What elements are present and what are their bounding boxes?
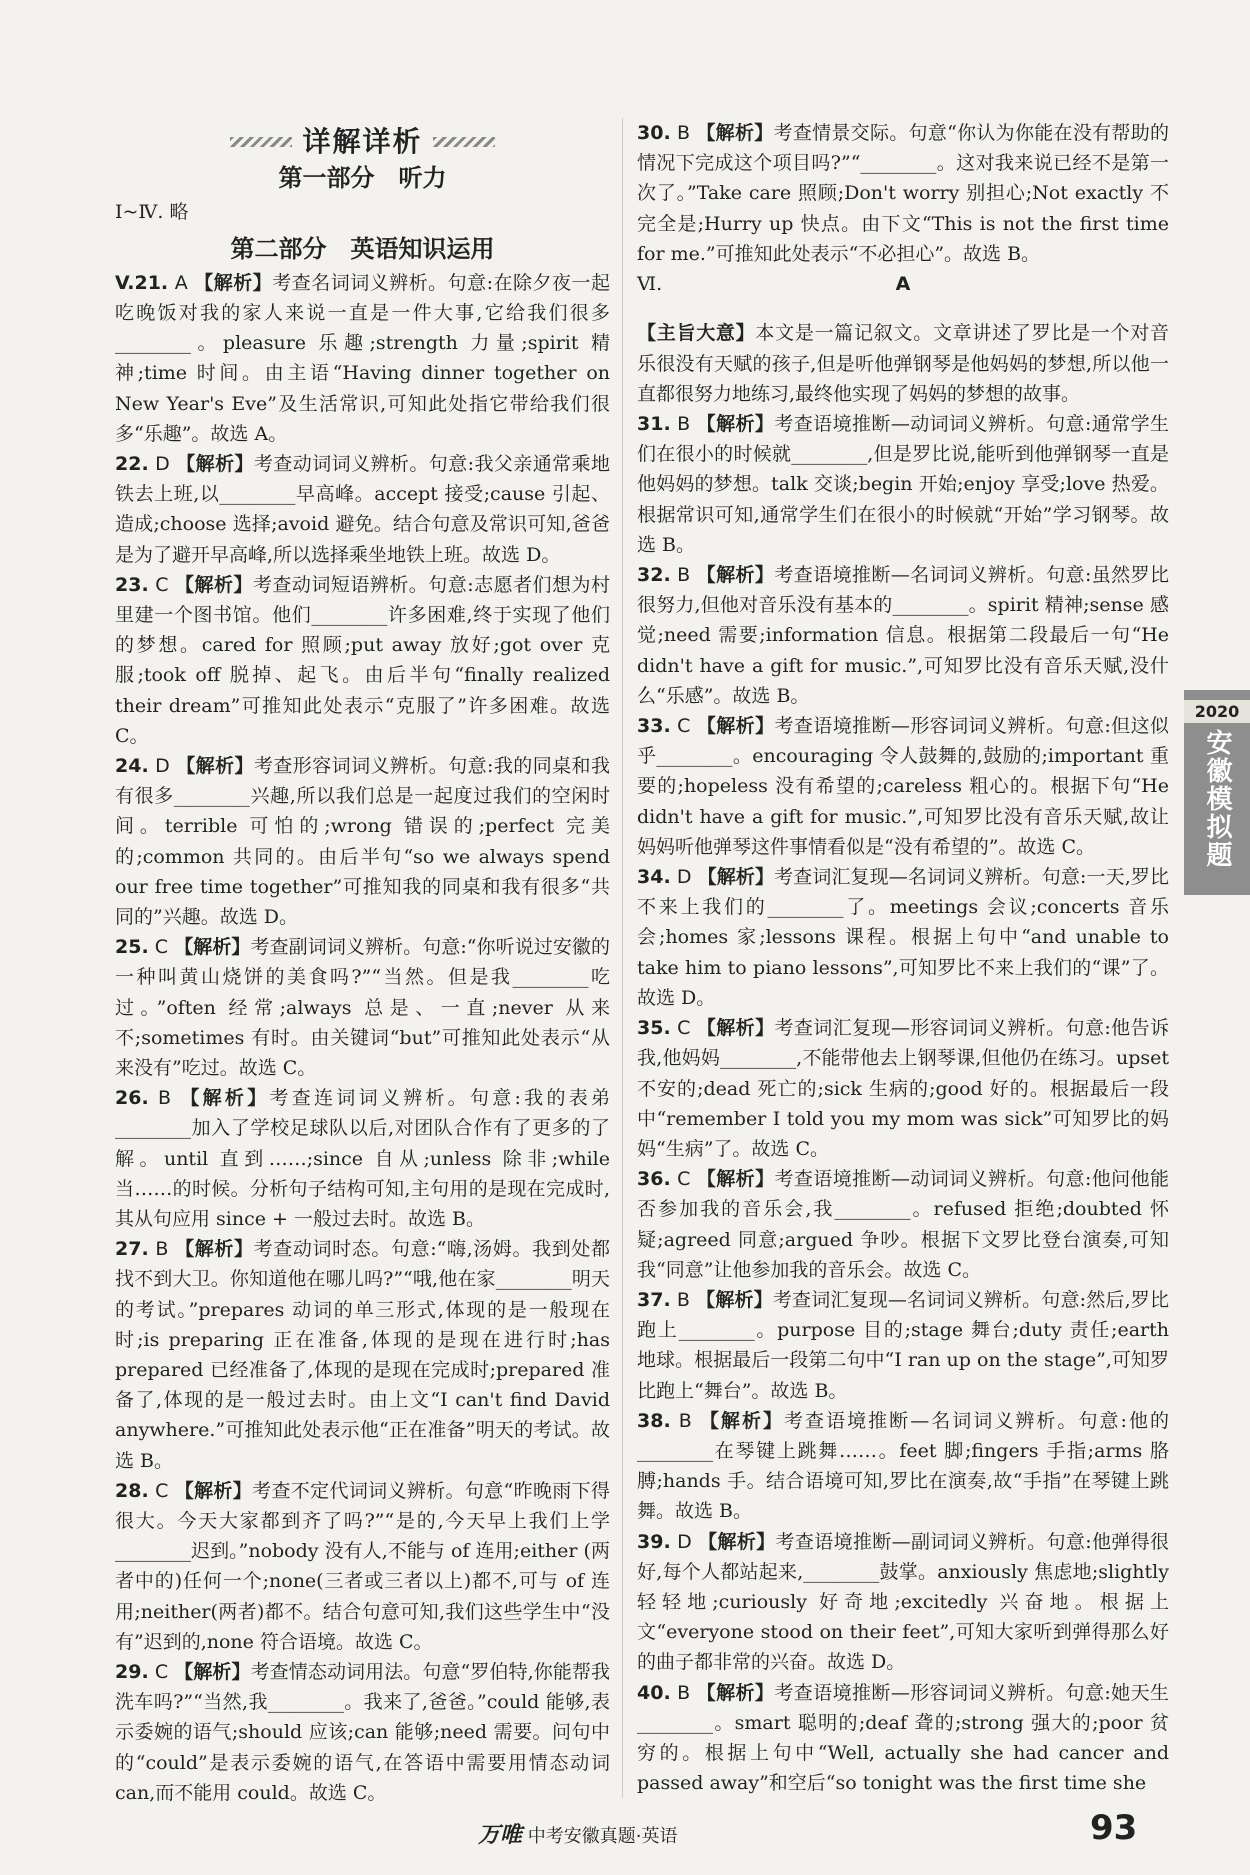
question-item	[637, 1285, 1169, 1406]
answer-letter: C	[677, 1168, 691, 1191]
analysis-tag: 【解析】	[696, 122, 774, 144]
analysis-tag: 【解析】	[176, 452, 254, 475]
answer-letter: A	[174, 271, 188, 294]
analysis-text: 考查语境推断—动词词义辨析。句意:通常学生们在很小的时候就________,但是罗比说,能听到他弹钢琴一直是他妈妈的梦想。talk 交谈;begin 开始;enjoy 享受;love 热爱。根据常识可知,通常学生们在很小的时候就“开始”学习钢琴。故选 B。	[637, 413, 1170, 556]
question-number: 30.	[637, 122, 671, 144]
side-tab	[1184, 690, 1250, 895]
analysis-text: 考查副词词义辨析。句意:“你听说过安徽的一种叫黄山烧饼的美食吗?”“当然。但是我________吃过。”often 经常;always 总是、一直;never 从来不;sometimes 有时。由关键词“but”可推知此处表示“从来没有”吃过。故选 C。	[115, 936, 610, 1079]
question-number: 36.	[637, 1168, 671, 1191]
footer-book-title: 中考安徽真题·英语	[527, 1826, 678, 1847]
side-tab-year: 2020	[1184, 700, 1250, 723]
analysis-tag: 【解析】	[696, 1168, 775, 1191]
question-item	[115, 449, 610, 570]
question-number: 39.	[637, 1530, 671, 1553]
analysis-tag: 【解析】	[174, 1661, 251, 1684]
question-item	[115, 268, 610, 449]
question-item	[637, 1013, 1169, 1164]
left-question-list	[115, 268, 610, 1808]
analysis-text: 考查词汇复现—名词词义辨析。句意:一天,罗比不来上我们的________了。meetings 会议;concerts 音乐会;homes 家;lessons 课程。根据上句中“and unable to take him to piano lessons”,可知罗比不来上我们的“课”了。故选 D。	[637, 866, 1169, 1009]
question-number: 34.	[637, 866, 671, 889]
question-number: 26.	[115, 1087, 149, 1110]
question-number: 31.	[637, 413, 671, 436]
analysis-tag: 【解析】	[180, 1087, 270, 1110]
title-hatch-left	[230, 137, 292, 147]
analysis-tag: 【解析】	[176, 754, 254, 777]
analysis-text: 考查语境推断—形容词词义辨析。句意:她天生________。smart 聪明的;deaf 聋的;strong 强大的;poor 贫穷的。根据上句中“Well, actually she had cancer and passed away”和空后“so tonight was the first time she	[637, 1681, 1170, 1795]
answer-letter: D	[155, 452, 170, 475]
question-number: V.21.	[115, 271, 169, 294]
analysis-text: 考查语境推断—名词词义辨析。句意:他的________在琴键上跳舞……。feet 脚;fingers 手指;arms 胳膊;hands 手。结合语境可知,罗比在演奏,故“手指”在琴键上跳舞。故选 B。	[637, 1409, 1169, 1523]
answer-letter: B	[677, 564, 691, 587]
side-tab-label: 安徽模拟题	[1202, 729, 1232, 869]
section6-letter: A	[895, 273, 911, 296]
analysis-tag: 【解析】	[697, 866, 775, 889]
section6-label: Ⅵ.	[637, 273, 663, 296]
question-item	[637, 118, 1169, 269]
answer-letter: C	[154, 936, 169, 959]
question-number: 38.	[637, 1409, 671, 1432]
analysis-tag: 【解析】	[175, 573, 253, 596]
analysis-text: 考查语境推断—形容词词义辨析。句意:但这似乎________。encouraging 令人鼓舞的,鼓励的;important 重要的;hopeless 没有希望的;careless 粗心的。根据下句“He didn't have a gift for music.”,可知罗比没有音乐天赋,故让妈妈听他弹琴这件事情看似是“没有希望的”。故选 C。	[637, 715, 1169, 858]
question-item	[637, 1164, 1169, 1285]
question-item	[115, 932, 610, 1083]
question-item	[637, 1527, 1169, 1678]
analysis-text: 考查动词时态。句意:“嗨,汤姆。我到处都找不到大卫。你知道他在哪儿吗?”“哦,他在家________明天的考试。”prepares 动词的单三形式,体现的是一般现在时;is preparing 正在准备,体现的是现在进行时;has prepared 已经准备了,体现的是现在完成时;prepared 准备了,体现的是一般过去时。由上文“I can't find David anywhere.”可推知此处表示他“正在准备”明天的考试。故选 B。	[115, 1238, 610, 1472]
analysis-tag: 【解析】	[175, 1238, 254, 1261]
footer-brand: 万唯	[478, 1823, 523, 1848]
analysis-tag: 【解析】	[696, 715, 775, 738]
column-divider	[622, 118, 623, 1798]
right-question-list	[637, 409, 1169, 1798]
analysis-text: 考查动词短语辨析。句意:志愿者们想为村里建一个图书馆。他们________许多困难,终于实现了他们的梦想。cared for 照顾;put away 放好;got over 克服;took off 脱掉、起飞。由后半句“finally realized their dream”可推知此处表示“克服了”许多困难。故选 C。	[115, 573, 611, 747]
question-number: 32.	[637, 564, 671, 587]
question-item	[115, 570, 610, 751]
left-column	[115, 118, 610, 1808]
summary-text: 本文是一篇记叙文。文章讲述了罗比是一个对音乐很没有天赋的孩子,但是听他弹钢琴是他妈妈的梦想,所以他一直都很努力地练习,最终他实现了妈妈的梦想的故事。	[637, 322, 1169, 405]
question-number: 23.	[115, 573, 149, 596]
question-number: 35.	[637, 1017, 671, 1040]
title-hatch-right	[433, 137, 495, 147]
part1-title: 第一部分 听力	[278, 164, 447, 193]
question-item	[115, 1476, 610, 1657]
answer-letter: C	[677, 715, 691, 738]
analysis-text: 考查连词词义辨析。句意:我的表弟________加入了学校足球队以后,对团队合作有了更多的了解。until 直到……;since 自从;unless 除非;while 当……的时候。分析句子结构可知,主句用的是现在完成时,其从句应用 since + 一般过去时。故选 B。	[115, 1087, 611, 1231]
answer-letter: B	[677, 413, 691, 436]
question-number: 27.	[115, 1238, 149, 1261]
analysis-text: 考查词汇复现—形容词词义辨析。句意:他告诉我,他妈妈________,不能带他去上钢琴课,但他仍在练习。upset 不安的;dead 死亡的;sick 生病的;good 好的。根据最后一段中“remember I told you my mom was sick”可知罗比的妈妈“生病”了。故选 C。	[637, 1017, 1169, 1160]
question-number: 33.	[637, 715, 671, 738]
question-number: 22.	[115, 452, 149, 475]
analysis-tag: 【解析】	[696, 1017, 775, 1040]
analysis-text: 考查形容词词义辨析。句意:我的同桌和我有很多________兴趣,所以我们总是一起度过我们的空闲时间。terrible 可怕的;wrong 错误的;perfect 完美的;common 共同的。由后半句“so we always spend our free time together”可推知我的同桌和我有很多“共同的”兴趣。故选 D。	[115, 754, 610, 928]
part2-title: 第二部分 英语知识运用	[230, 234, 495, 263]
question-item	[115, 1657, 610, 1808]
footer	[0, 1808, 1250, 1852]
analysis-tag: 【解析】	[696, 413, 775, 436]
summary	[637, 318, 1169, 409]
page-number: 93	[1090, 1808, 1138, 1848]
question-number: 28.	[115, 1479, 149, 1502]
analysis-tag: 【解析】	[696, 1288, 773, 1311]
answer-letter: D	[677, 1530, 692, 1553]
analysis-tag: 【解析】	[696, 1681, 775, 1704]
question-item	[637, 409, 1169, 560]
answer-letter: B	[676, 1288, 690, 1311]
answer-letter: B	[677, 122, 691, 144]
analysis-text: 考查情态动词用法。句意“罗伯特,你能帮我洗车吗?”“当然,我________。我来了,爸爸。”could 能够,表示委婉的语气;should 应该;can 能够;need 需要。问句中的“could”是表示委婉的语气,在答语中需要用情态动词 can,而不能用 could。故选 C。	[115, 1661, 610, 1804]
analysis-tag: 【解析】	[194, 271, 273, 294]
part1-note: Ⅰ~Ⅳ. 略	[115, 201, 189, 224]
question-item	[637, 560, 1169, 711]
analysis-text: 考查语境推断—动词词义辨析。句意:他问他能否参加我的音乐会,我________。refused 拒绝;doubted 怀疑;agreed 同意;argued 争吵。根据下文罗比登台演奏,可知我“同意”让他参加我的音乐会。故选 C。	[637, 1168, 1169, 1281]
answer-letter: B	[155, 1238, 169, 1261]
question-item	[637, 1406, 1169, 1527]
answer-letter: C	[677, 1017, 691, 1040]
answer-letter: D	[155, 754, 170, 777]
question-number: 25.	[115, 936, 149, 959]
question-item	[637, 711, 1169, 862]
analysis-text: 考查不定代词词义辨析。句意“昨晚雨下得很大。今天大家都到齐了吗?”“是的,今天早上我们上学________迟到。”nobody 没有人,不能与 of 连用;either (两者中的)任何一个;none(三者或三者以上)都不,可与 of 连用;neither(两者)都不。结合句意可知,我们这些学生中“没有”迟到的,none 符合语境。故选 C。	[115, 1479, 610, 1653]
analysis-text: 考查词汇复现—名词词义辨析。句意:然后,罗比跑上________。purpose 目的;stage 舞台;duty 责任;earth 地球。根据最后一段第二句中“I ran up on the stage”,可知罗比跑上“舞台”。故选 B。	[637, 1288, 1169, 1402]
question-item	[115, 1234, 610, 1476]
question-item	[115, 751, 610, 932]
summary-tag: 【主旨大意】	[637, 322, 756, 345]
question-item	[115, 1083, 610, 1234]
analysis-text: 考查语境推断—名词词义辨析。句意:虽然罗比很努力,但他对音乐没有基本的________。spirit 精神;sense 感觉;need 需要;information 信息。根据第二段最后一句“He didn't have a gift for music.”,可知罗比没有音乐天赋,没什么“乐感”。故选 B。	[637, 564, 1170, 707]
question-number: 24.	[115, 754, 149, 777]
analysis-text: 考查名词词义辨析。句意:在除夕夜一起吃晚饭对我的家人来说一直是一件大事,它给我们很多________。pleasure 乐趣;strength 力量;spirit 精神;time 时间。由主语“Having dinner together on New Year's Eve”及生活常识,可知此处指它带给我们很多“乐趣”。故选 A。	[115, 271, 611, 445]
question-number: 37.	[637, 1288, 671, 1311]
page-title: 详解详析	[302, 124, 423, 158]
title-block	[115, 126, 610, 157]
answer-letter: C	[155, 1479, 169, 1502]
right-top-question-list	[637, 118, 1169, 269]
analysis-tag: 【解析】	[696, 564, 775, 587]
analysis-tag: 【解析】	[174, 1479, 253, 1502]
analysis-tag: 【解析】	[699, 1409, 785, 1432]
answer-letter: B	[677, 1681, 691, 1704]
answer-letter: B	[678, 1409, 692, 1432]
question-item	[637, 862, 1169, 1013]
answer-letter: C	[154, 1661, 169, 1684]
analysis-tag: 【解析】	[698, 1530, 776, 1553]
answer-letter: C	[155, 573, 169, 596]
question-number: 29.	[115, 1661, 149, 1684]
analysis-tag: 【解析】	[174, 936, 251, 959]
analysis-text: 考查动词词义辨析。句意:我父亲通常乘地铁去上班,以________早高峰。accept 接受;cause 引起、造成;choose 选择;avoid 避免。结合句意及常识可知,爸爸是为了避开早高峰,所以选择乘坐地铁上班。故选 D。	[115, 452, 610, 566]
right-column	[637, 118, 1169, 1798]
footer-book	[478, 1818, 677, 1849]
question-number: 40.	[637, 1681, 671, 1704]
analysis-text: 考查情景交际。句意“你认为你能在没有帮助的情况下完成这个项目吗?”“________。这对我来说已经不是第一次了。”Take care 照顾;Don't worry 别担心;Not exactly 不完全是;Hurry up 快点。由下文“This is not the first time for me.”可推知此处表示“不必担心”。故选 B。	[637, 122, 1169, 265]
analysis-text: 考查语境推断—副词词义辨析。句意:他弹得很好,每个人都站起来,________鼓掌。anxiously 焦虑地;slightly 轻轻地;curiously 好奇地;excitedly 兴奋地。根据上文“everyone stood on their feet”,可知大家听到弹得那么好的曲子都非常的兴奋。故选 D。	[637, 1530, 1170, 1674]
question-item	[637, 1678, 1169, 1799]
answer-letter: B	[158, 1087, 172, 1110]
answer-letter: D	[676, 866, 692, 889]
